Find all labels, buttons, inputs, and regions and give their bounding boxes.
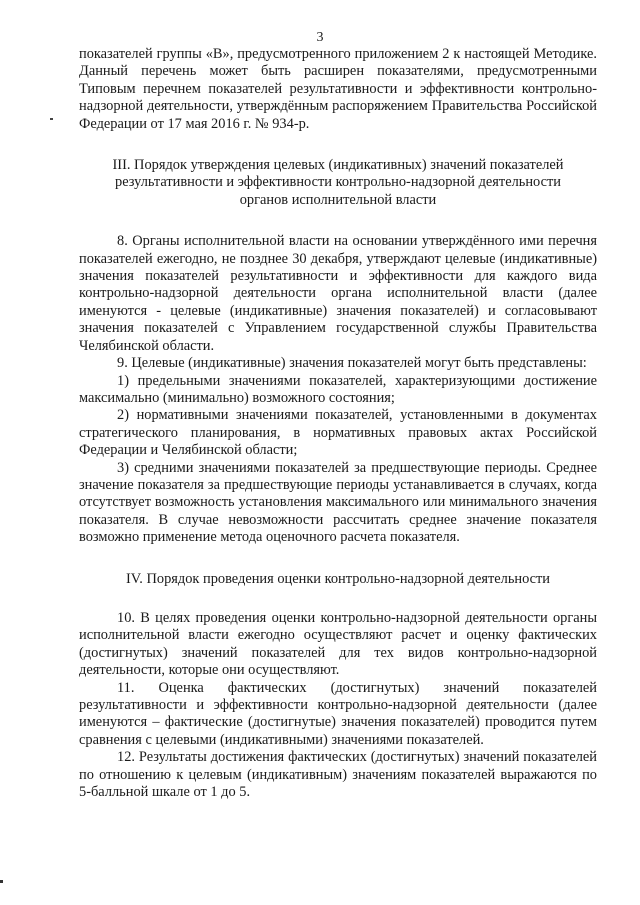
paragraph-10: 10. В целях проведения оценки контрольно-надзорной деятельности органы исполнительной власти ежегодно осуществляют расчет и оценку фактических (достигнутых) значений показателей для тех видов контрольно-надзорной деятельности, которые они осуществляют. [79, 609, 597, 679]
scan-mark-corner [0, 880, 3, 883]
paragraph-9-item-3: 3) средними значениями показателей за предшествующие периоды. Среднее значение показателя за предшествующие периоды устанавливается в случаях, когда отсутствует возможность установления максимального или минимального значения показателя. В случае невозможности рассчитать среднее значение показателя возможно применение метода оценочного расчета показателя. [79, 459, 597, 546]
page-number: 3 [316, 30, 324, 45]
intro-paragraph: показателей группы «В», предусмотренного приложением 2 к настоящей Методике. Данный перечень может быть расширен показателями, предусмотренными Типовым перечнем показателей результативности и эффективности контрольно-надзорной деятельности, утверждённым распоряжением Правительства Российской Федерации от 17 мая 2016 г. № 934-р. [79, 46, 597, 132]
section-3-title-line-1: III. Порядок утверждения целевых (индикативных) значений показателей [112, 157, 564, 174]
paragraph-12: 12. Результаты достижения фактических (достигнутых) значений показателей по отношению к целевым (индикативным) значениям показателей выражаются по 5-балльной шкале от 1 до 5. [79, 749, 597, 801]
section-3-title [79, 157, 597, 209]
document-body [79, 46, 597, 801]
section-3-title-line-2: результативности и эффективности контрольно-надзорной деятельности [115, 174, 561, 191]
paragraph-9-item-1: 1) предельными значениями показателей, характеризующими достижение максимально (минимально) возможного состояния; [79, 372, 597, 406]
paragraph-9: 9. Целевые (индикативные) значения показателей могут быть представлены: [117, 355, 587, 372]
scan-mark [50, 118, 53, 120]
paragraph-8: 8. Органы исполнительной власти на основании утверждённого ими перечня показателей ежегодно, не позднее 30 декабря, утверждают целевые (индикативные) значения показателей результативности и эффективности для каждого вида контрольно-надзорной деятельности органа исполнительной власти (далее именуются - целевые (индикативные) значения показателей) и согласовывают значения показателей с Управлением государственной службы Правительства Челябинской области. [79, 233, 597, 354]
section-4-title: IV. Порядок проведения оценки контрольно-надзорной деятельности [125, 570, 551, 587]
section-3-title-line-3: органов исполнительной власти [239, 191, 437, 208]
paragraph-11: 11. Оценка фактических (достигнутых) значений показателей результативности и эффективности контрольно-надзорной деятельности (далее именуются – фактические (достигнутые) значения показателей) проводится путем сравнения с целевыми (индикативными) значениями показателей. [79, 679, 597, 748]
paragraph-9-item-2: 2) нормативными значениями показателей, установленными в документах стратегического планирования, в нормативных правовых актах Российской Федерации и Челябинской области; [79, 407, 597, 459]
